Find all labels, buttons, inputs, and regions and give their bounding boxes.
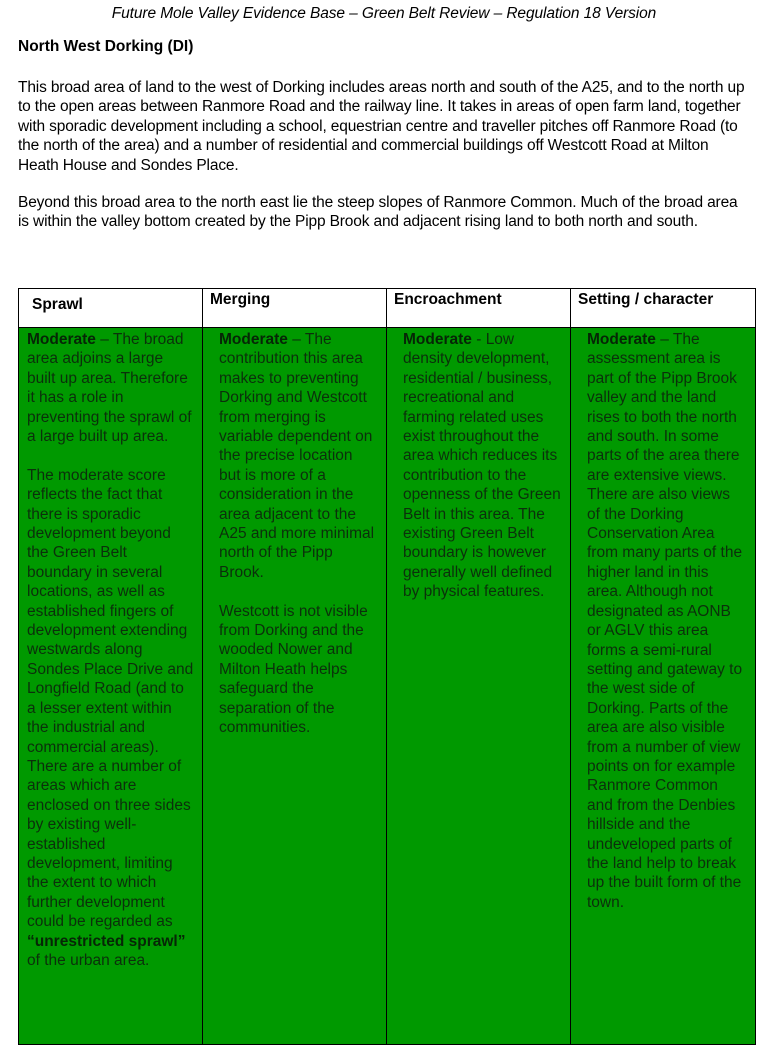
header-sprawl: Sprawl	[19, 289, 203, 328]
intro-paragraph: This broad area of land to the west of Dorking includes areas north and south of the A25, and to the north up to the open areas between Ranmore Road and the railway line. It takes in areas of open farm land, together with sporadic development including a school, equestrian centre and traveller pitches off Ranmore Road (to the north of the area) and a number of residential and commercial buildings off Westcott Road at Milton Heath House and Sondes Place.	[18, 79, 745, 174]
cell-encroachment	[387, 328, 571, 1045]
rating-separator: –	[95, 331, 113, 348]
header-encroachment: Encroachment	[387, 289, 571, 328]
rating-separator: –	[287, 331, 305, 348]
cell-sprawl	[19, 328, 203, 1045]
merging-rating: Moderate	[219, 331, 288, 348]
table-header-row	[19, 289, 756, 328]
merging-text: The contribution this area makes to preventing Dorking and Westcott from merging is variable dependent on the precise location but is more of a consideration in the area adjacent to the A25 and more minimal north of the Pipp Brook.	[219, 331, 375, 581]
context-paragraph: Beyond this broad area to the north east lie the steep slopes of Ranmore Common. Much of the broad area is within the valley bottom created by the Pipp Brook and adjacent rising land to both north and south.	[18, 194, 738, 231]
setting-text: The assessment area is part of the Pipp Brook valley and the land rises to both the north and south. In some parts of the area there are extensive views. There are also views of the Dorking Conservation Area from many parts of the higher land in this area. Although not designated as AONB or AGLV this area forms a semi-rural setting and gateway to the west side of Dorking. Parts of the area are also visible from a number of view points on for example Ranmore Common and from the Denbies hillside and the undeveloped parts of the land help to break up the built form of the town.	[587, 331, 743, 911]
merging-first-paragraph	[219, 330, 378, 582]
encroachment-paragraph	[403, 330, 562, 602]
section-title: North West Dorking (DI)	[18, 38, 194, 55]
encroachment-rating: Moderate	[403, 331, 472, 348]
merging-second-paragraph: Westcott is not visible from Dorking and the wooded Nower and Milton Heath helps safeguard the separation of the communities.	[219, 602, 368, 737]
table-row	[19, 328, 756, 1045]
sprawl-text-2: The moderate score reflects the fact that there is sporadic development beyond the Green Belt boundary in several locations, as well as established fingers of development extending westwards along Sondes Place Drive and Longfield Road (and to a lesser extent within the industrial and commercial areas). There are a number of areas which are enclosed on three sides by existing well-established development, limiting the extent to which further development could be regarded as	[27, 466, 194, 931]
encroachment-text: Low density development, residential / business, recreational and farming related uses exist throughout the area which reduces its contribution to the openness of the Green Belt in this area. The existing Green Belt boundary is however generally well defined by physical features.	[403, 331, 561, 601]
cell-setting-character	[571, 328, 756, 1045]
cell-merging	[203, 328, 387, 1045]
sprawl-text: The broad area adjoins a large built up area. Therefore it has a role in preventing the sprawl of a large built up area.	[27, 331, 192, 446]
sprawl-text-3: of the urban area.	[27, 951, 150, 969]
header-setting-character: Setting / character	[571, 289, 756, 328]
header-merging: Merging	[203, 289, 387, 328]
rating-separator: -	[471, 331, 486, 348]
sprawl-second-paragraph	[27, 466, 194, 971]
sprawl-emphasis: “unrestricted sprawl”	[27, 932, 186, 950]
green-belt-assessment-table	[18, 288, 756, 1045]
sprawl-first-paragraph	[27, 330, 194, 446]
running-header: Future Mole Valley Evidence Base – Green Belt Review – Regulation 18 Version	[111, 5, 657, 22]
sprawl-rating: Moderate	[27, 331, 96, 348]
setting-rating: Moderate	[587, 331, 656, 348]
rating-separator: –	[655, 331, 673, 348]
setting-paragraph	[587, 330, 747, 912]
